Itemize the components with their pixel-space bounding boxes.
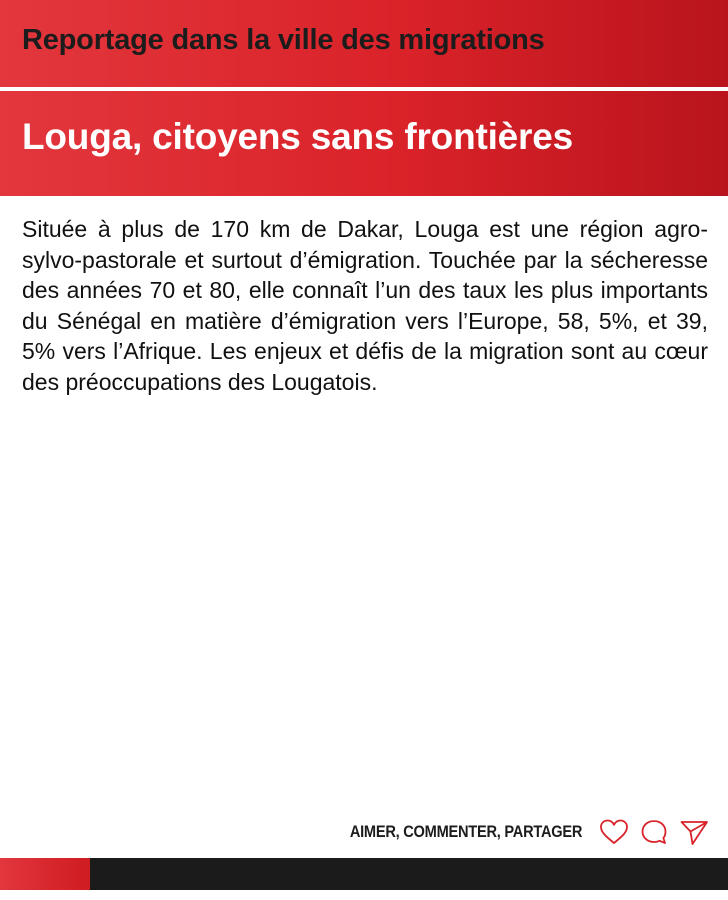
actions-label: AIMER, COMMENTER, PARTAGER (349, 822, 582, 841)
kicker-text: Reportage dans la ville des migrations (22, 24, 545, 56)
article-body: Située à plus de 170 km de Dakar, Louga est une région agro-sylvo-pastorale et surtout d’émigration. Touchée par la sécheresse des années 70 et 80, elle connaît l’un des taux les plus importants du Sénégal en matière d’émigration vers l’Europe, 58, 5%, et 39, 5% vers l’Afrique. Les enjeux et défis de la migration sont au cœur des préoccupations des Lougatois. (22, 216, 708, 395)
kicker-banner (0, 0, 728, 87)
heart-icon[interactable] (598, 816, 630, 848)
page-title: Louga, citoyens sans frontières (22, 116, 574, 157)
footer-bar (0, 858, 728, 890)
headline-banner (0, 91, 728, 196)
send-icon[interactable] (678, 816, 710, 848)
comment-bubble-icon[interactable] (638, 816, 670, 848)
footer-accent (0, 858, 90, 890)
social-actions (312, 814, 710, 850)
